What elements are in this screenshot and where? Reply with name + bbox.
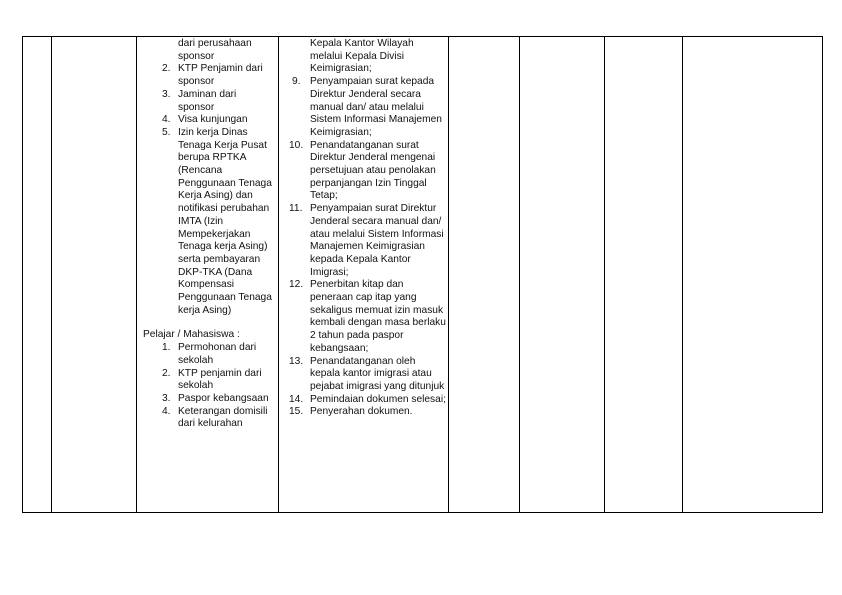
procedure-steps-list [284,38,446,419]
requirements-table [22,36,823,513]
item-text: Visa kunjungan [178,114,248,126]
column-divider [682,37,683,512]
item-number: 4. [162,114,171,126]
students-heading: Pelajar / Mahasiswa : [143,329,240,341]
item-number: 4. [162,405,171,417]
list-item [140,393,275,406]
step-number: 9. [292,76,301,88]
list-item [140,63,275,88]
column-divider [604,37,605,512]
list-item [284,76,446,140]
list-item [284,279,446,355]
step-text: Penyampaian surat Direktur Jenderal secara manual dan/ atau melalui Sistem Informasi Manajemen Keimigrasian kepada Kepala Kantor Imigrasi; [310,203,444,278]
step-number: 13. [289,355,304,367]
step-text: Penyampaian surat kepada Direktur Jenderal secara manual dan/ atau melalui Sistem Informasi Manajemen Keimigrasian; [310,76,442,138]
requirements-cell [140,38,275,431]
list-item [140,406,275,431]
step-number: 14. [289,393,304,405]
item-text: KTP penjamin dari sekolah [178,367,262,392]
item-number: 2. [162,367,171,379]
list-item [140,114,275,127]
column-divider [278,37,279,512]
worker-requirements-list [140,63,275,317]
list-item [140,89,275,114]
column-divider [448,37,449,512]
column-divider [136,37,137,512]
item-text: Izin kerja Dinas Tenaga Kerja Pusat berupa RPTKA (Rencana Penggunaan Tenaga Kerja Asing) dan notifikasi perubahan IMTA (Izin Mempekerjakan Tenaga kerja Asing) serta pembayaran DKP-TKA (Dana Kompensasi Penggunaan Tenaga kerja Asing) [178,126,272,316]
step-number: 11. [289,203,303,215]
list-item [284,203,446,279]
step-text: Penandatanganan surat Direktur Jenderal mengenai persetujuan atau penolakan perpanjangan Izin Tinggal Tetap; [310,139,436,202]
list-item [284,140,446,204]
step-number: 10. [289,139,304,151]
step-text: Penyerahan dokumen. [310,406,413,418]
item-number: 3. [162,88,171,100]
list-item [140,368,275,393]
item-number: 1. [162,342,171,354]
step-text: Pemindaian dokumen selesai; [310,393,446,405]
item-number: 2. [162,63,171,75]
item-text: Keterangan domisili dari kelurahan [178,405,268,430]
list-item [284,356,446,394]
step-number: 12. [289,279,304,291]
item-text: KTP Penjamin dari sponsor [178,63,263,88]
list-item [140,127,275,318]
column-divider [519,37,520,512]
item-number: 3. [162,392,171,404]
step-text: Penandatanganan oleh kepala kantor imigrasi atau pejabat imigrasi yang ditunjuk [310,355,445,392]
item-text: Permohonan dari sekolah [178,342,257,366]
item-number: 5. [162,126,171,138]
list-item [140,342,275,367]
item-text: Jaminan dari sponsor [178,88,237,113]
item-text: Paspor kebangsaan [178,392,269,404]
list-item [284,406,446,419]
step-text: Penerbitan kitap dan peneraan cap itap yang sekaligus memuat izin masuk kembali dengan masa berlaku 2 tahun pada paspor kebangsaan; [310,279,446,354]
list-item [284,394,446,407]
step-continuation: Kepala Kantor Wilayah melalui Kepala Divisi Keimigrasian; [310,38,414,75]
requirement-continuation: dari perusahaan sponsor [178,38,252,62]
column-divider [51,37,52,512]
student-requirements-list [140,342,275,431]
procedure-cell [284,38,446,419]
step-number: 15. [289,406,304,418]
